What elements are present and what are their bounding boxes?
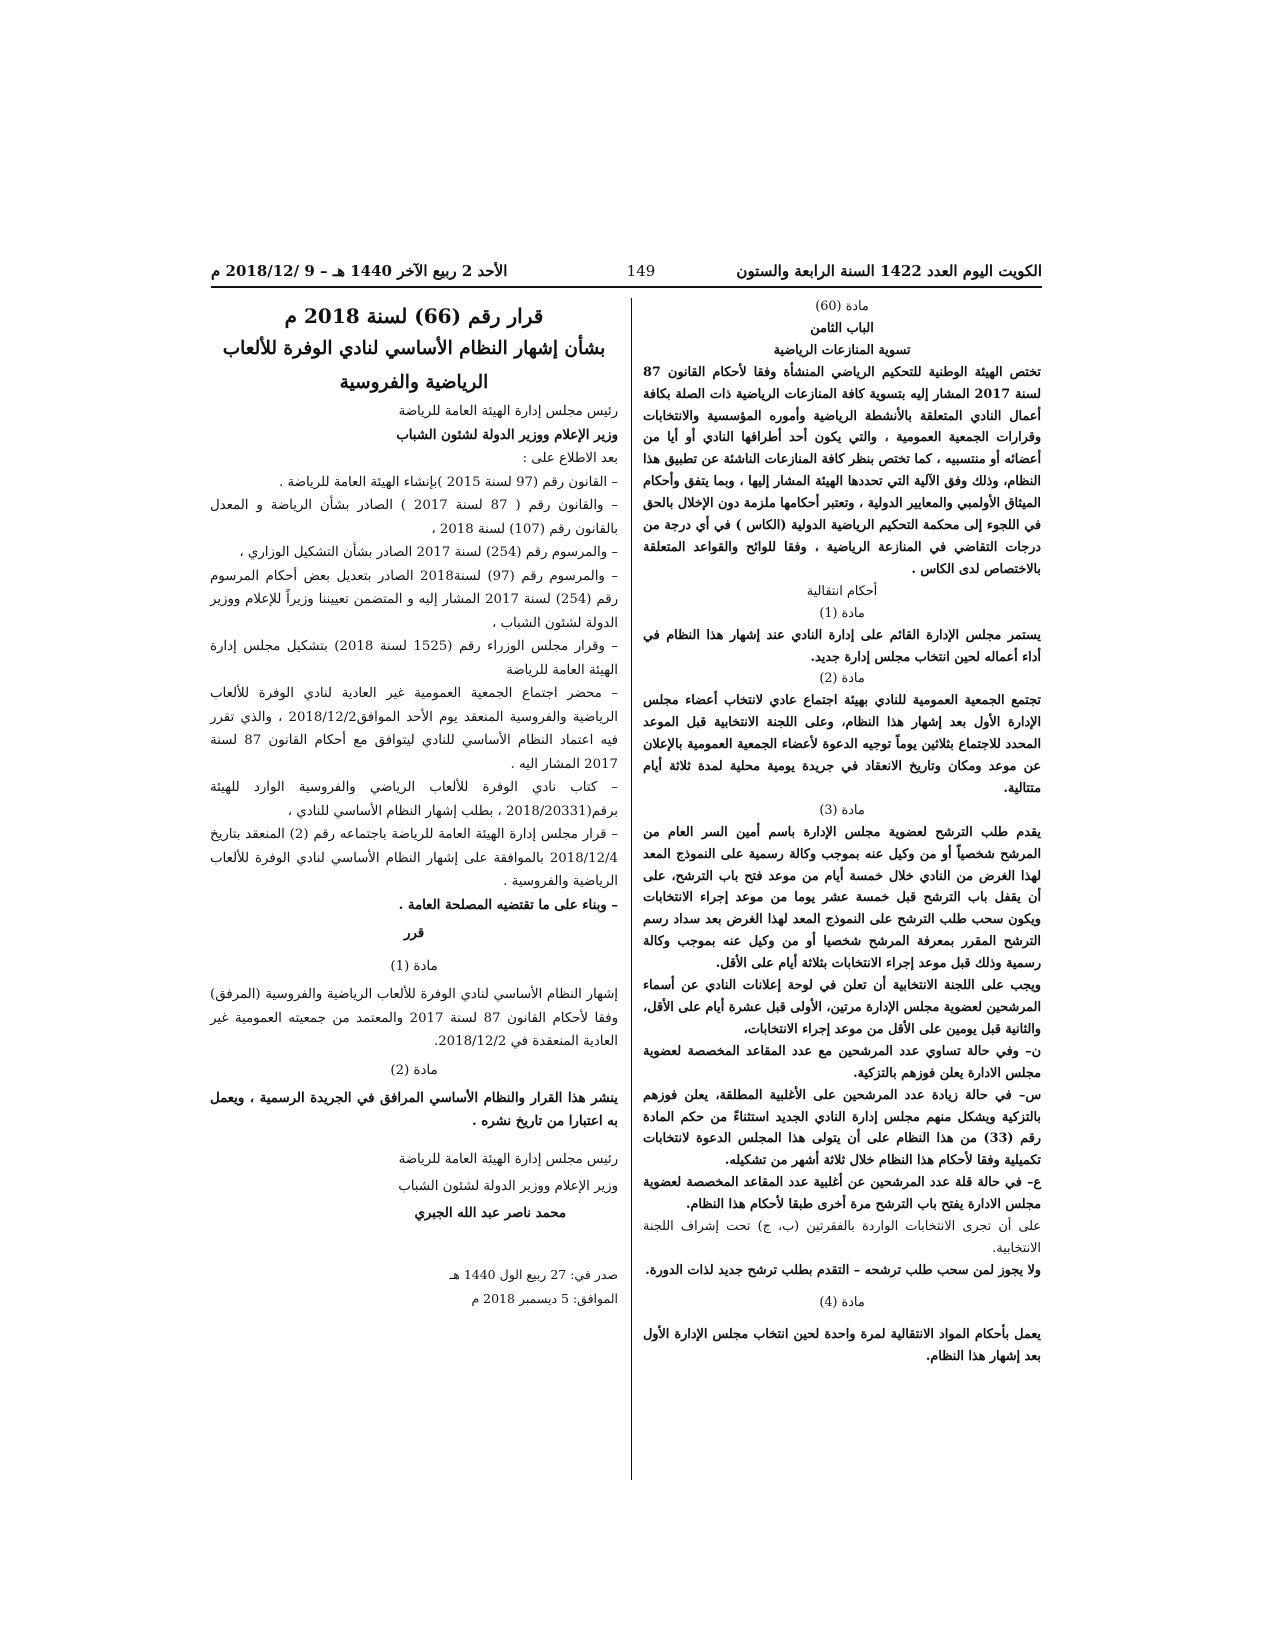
page-number: 149 bbox=[626, 262, 656, 280]
decision-article-1-text: إشهار النظام الأساسي لنادي الوفرة للألعاب الرياضية والفروسية (المرفق) وفقا لأحكام القانون 87 لسنة 2017 والمعتمد من جمعيته العمومية غير العادية المنعقدة في 2018/12/2. bbox=[210, 987, 618, 1049]
issuer-line1: رئيس مجلس إدارة الهيئة العامة للرياضة bbox=[398, 404, 618, 419]
preamble-item-5: – وقرار مجلس الوزراء رقم (1525 لسنة 2018) بتشكيل مجلس إدارة الهيئة العامة للرياضة bbox=[210, 639, 618, 678]
chapter-title: تسوية المنازعات الرياضية bbox=[773, 342, 911, 358]
transitional-article-4-text: يعمل بأحكام المواد الانتقالية لمرة واحدة لحين انتخاب مجلس الإدارة الأول بعد إشهار هذا النظام. bbox=[643, 1326, 1041, 1364]
issued-date: صدر في: 27 ربيع الول 1440 هـ bbox=[449, 1266, 618, 1282]
article-60-text: تختص الهيئة الوطنية للتحكيم الرياضي المنشأة وفقا لأحكام القانون 87 لسنة 2017 المشار إليه بتسوية كافة المنازعات الرياضية ذات الصلة بكافة أعمال النادي المتعلقة بالأنشطة الرياضية وأموره المؤسسية والانتخابات وقرارات الجمعية العمومية ، والتي يكون أحد أطرافها النادي أو أيا من أعضائه أو منتسبيه ، كما تختص بنظر كافة المنازعات الناشئة عن تطبيق هذا النظام، وذلك وفق الآلية التي تحددها الهيئة المشار إليها ، وبما يتفق وأحكام الميثاق الأولمبي والمعايير الدولية ، وتعتبر أحكامها ملزمة دون الإخلال بالحق في اللجوء إلى محكمة التحكيم الرياضية الدولية (الكاس ) في أي درجة من درجات التقاضي في المنازعة الرياضية ، وفقا للوائح والقواعد المتعلقة بالاختصاص لدى الكاس . bbox=[643, 364, 1042, 577]
chapter-heading: الباب الثامن bbox=[810, 320, 874, 336]
decided-heading: قرر bbox=[403, 926, 425, 941]
decision-article-2-heading: مادة (2) bbox=[390, 1062, 438, 1078]
clause-a-text: ع– في حالة قلة عدد المرشحين عن أغلبية عدد المقاعد المخصصة لعضوية مجلس الادارة يفتح باب الترشح مرة أخرى طبقا لأحكام هذا النظام. bbox=[643, 1175, 1041, 1213]
decision-article-2-text: ينشر هذا القرار والنظام الأساسي المرافق في الجريدة الرسمية ، ويعمل به اعتبارا من تاريخ نشره . bbox=[210, 1090, 618, 1129]
transitional-heading: أحكام انتقالية bbox=[806, 583, 878, 599]
spacer bbox=[643, 1314, 1041, 1324]
preamble-item-9: – وبناء على ما تقتضيه المصلحة العامة . bbox=[398, 897, 618, 913]
decision-subtitle-line1: بشأن إشهار النظام الأساسي لنادي الوفرة للألعاب bbox=[222, 338, 606, 359]
clause-s-text: س– في حالة زيادة عدد المرشحين على الأغلبية المطلقة، يعلن فوزهم بالتزكية ويشكل منهم مجلس إدارة النادي الجديد استثناءً من حكم المادة رقم (33) من هذا النظام على أن يتولى هذا المجلس الدعوة لانتخابات تكميلية وفقا لأحكام هذا النظام خلال ثلاثة أشهر من تشكيله. bbox=[643, 1087, 1041, 1169]
transitional-article-2-heading: مادة (2) bbox=[819, 671, 865, 687]
preamble-item-6: – محضر اجتماع الجمعية العمومية غير العادية لنادي الوفرة للألعاب الرياضية والفروسية المنعقد يوم الأحد الموافق2018/12/2 ، والذي تقرر فيه اعتماد النظام الأساسي للنادي ليتوافق مع أحكام القانون 87 لسنة 2017 المشار اليه . bbox=[210, 686, 618, 772]
corresponding-date: الموافق: 5 ديسمبر 2018 م bbox=[471, 1290, 618, 1306]
preamble-item-2: – والقانون رقم ( 87 لسنة 2017 ) الصادر بشأن الرياضة و المعدل بالقانون رقم (107) لسنة 2018 ، bbox=[210, 498, 619, 537]
transitional-article-3-heading: مادة (3) bbox=[819, 802, 865, 818]
preamble-item-8: – قرار مجلس إدارة الهيئة العامة للرياضة باجتماعه رقم (2) المنعقد بتاريخ 2018/12/4 بالموافقة على إشهار النظام الأساسي لنادي الوفرة للألعاب الرياضية والفروسية . bbox=[210, 827, 618, 889]
preamble-item-1: – القانون رقم (97 لسنة 2015 )بإنشاء الهيئة العامة للرياضة . bbox=[279, 474, 618, 490]
header-date: الأحد 2 ربيع الآخر 1440 هـ – 9 /2018/12 م bbox=[211, 262, 508, 280]
left-column bbox=[210, 300, 618, 1311]
transitional-article-1-heading: مادة (1) bbox=[819, 605, 865, 621]
preamble-item-4: – والمرسوم رقم (97) لسنة2018 الصادر بتعديل بعض أحكام المرسوم رقم (254) لسنة 2017 المشار إليه و المتضمن تعييننا وزيراً للإعلام ووزير الدولة لشئون الشباب ، bbox=[210, 568, 618, 631]
article-60-heading: مادة (60) bbox=[815, 299, 869, 314]
page-header bbox=[211, 262, 1042, 284]
signatory-title-2: وزير الإعلام ووزير الدولة لشئون الشباب bbox=[398, 1178, 618, 1194]
supervision-text: على أن تجرى الانتخابات الواردة بالفقرتين (ب، ج) تحت إشراف اللجنة الانتخابية. bbox=[643, 1219, 1041, 1256]
signatory-title-1: رئيس مجلس إدارة الهيئة العامة للرياضة bbox=[398, 1151, 618, 1167]
candidates-announcement-text: ويجب على اللجنة الانتخابية أن تعلن في لوحة إعلانات النادي عن أسماء المرشحين لعضوية مجلس الإدارة مرتين، الأولى قبل عشرة أيام على الأقل، والثانية قبل يومين على الأقل من موعد إجراء الانتخابات، bbox=[643, 978, 1041, 1037]
signatory-name: محمد ناصر عبد الله الجبري bbox=[414, 1205, 566, 1221]
spacer bbox=[643, 1282, 1041, 1292]
decision-article-1-heading: مادة (1) bbox=[390, 959, 438, 974]
preamble-item-7: – كتاب نادي الوفرة للألعاب الرياضي والفروسية الوارد للهيئة برقم(2018/20331 ، بطلب إشهار النظام الأساسي للنادي ، bbox=[210, 780, 618, 819]
spacer bbox=[210, 1134, 618, 1146]
spacer bbox=[210, 1227, 618, 1263]
transitional-article-3-text: يقدم طلب الترشح لعضوية مجلس الإدارة باسم أمين السر العام من المرشح شخصياً أو من وكيل عنه بموجب وكالة رسمية على النموذج المعد لهذا الغرض من النادي خلال خمسة أيام من موعد فتح باب الترشح، على أن يقفل باب الترشح قبل خمسة عشر يوما من موعد إجراء الانتخابات ويكون سحب طلب الترشح على النموذج المعد لهذا الغرض بعد سداد رسم الترشح المقرر بمعرفة المرشح شخصيا أو من وكيل عنه بموجب وكالة رسمية وذلك قبل موعد إجراء الانتخابات بثلاثة أيام على الأقل. bbox=[643, 824, 1041, 972]
decision-title: قرار رقم (66) لسنة 2018 م bbox=[284, 304, 544, 328]
issuer-line2: وزير الإعلام ووزير الدولة لشئون الشباب bbox=[396, 427, 618, 443]
transitional-article-1-text: يستمر مجلس الإدارة القائم على إدارة النادي عند إشهار هذا النظام في أداء أعماله لحين انتخاب مجلس إدارة جديد. bbox=[643, 627, 1041, 665]
withdrawal-text: ولا يجوز لمن سحب طلب ترشحه – التقدم بطلب ترشح جديد لذات الدورة. bbox=[645, 1262, 1041, 1278]
right-column bbox=[643, 296, 1041, 1368]
clause-n-text: ن– وفي حالة تساوي عدد المرشحين مع عدد المقاعد المخصصة لعضوية مجلس الادارة يعلن فوزهم بالتزكية. bbox=[643, 1043, 1041, 1081]
preamble-item-3: – والمرسوم رقم (254) لسنة 2017 الصادر بشأن التشكيل الوزاري ، bbox=[239, 545, 618, 560]
transitional-article-2-text: تجتمع الجمعية العمومية للنادي بهيئة اجتماع عادي لانتخاب أعضاء مجلس الإدارة الأول بعد إشهار هذا النظام، وعلى اللجنة الانتخابية قبل الموعد المحدد للاجتماع بثلاثين يوماً توجيه الدعوة لأعضاء الجمعية العمومية بالإعلان عن موعد ومكان وتاريخ الانعقاد في جريدة يومية محلية لمدة ثلاثة أيام متتالية. bbox=[643, 693, 1041, 796]
header-issue: الكويت اليوم العدد 1422 السنة الرابعة والستون bbox=[736, 262, 1042, 280]
column-divider bbox=[631, 298, 632, 1480]
decision-subtitle-line2: الرياضية والفروسية bbox=[339, 372, 489, 393]
header-rule bbox=[211, 286, 1042, 288]
after-review-label: بعد الاطلاع على : bbox=[522, 451, 618, 466]
transitional-article-4-heading: مادة (4) bbox=[819, 1294, 865, 1310]
